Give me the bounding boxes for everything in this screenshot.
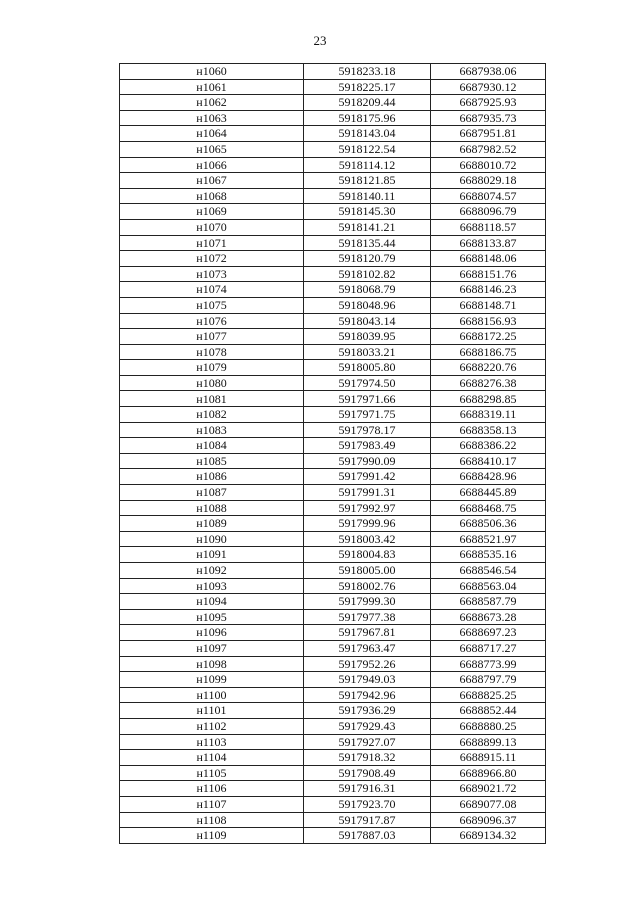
- table-row: [120, 687, 546, 703]
- point-id-cell: н1108: [120, 812, 304, 828]
- y-coordinate-cell: 6688029.18: [431, 173, 546, 189]
- table-row: [120, 173, 546, 189]
- point-id-cell: н1099: [120, 672, 304, 688]
- y-coordinate-cell: 6688151.76: [431, 266, 546, 282]
- y-coordinate-cell: 6688521.97: [431, 531, 546, 547]
- x-coordinate-cell: 5917936.29: [304, 703, 431, 719]
- point-id-cell: н1071: [120, 235, 304, 251]
- x-coordinate-cell: 5918002.76: [304, 578, 431, 594]
- table-row: [120, 563, 546, 579]
- y-coordinate-cell: 6688074.57: [431, 188, 546, 204]
- y-coordinate-cell: 6688673.28: [431, 609, 546, 625]
- y-coordinate-cell: 6688506.36: [431, 516, 546, 532]
- point-id-cell: н1087: [120, 485, 304, 501]
- point-id-cell: н1082: [120, 407, 304, 423]
- point-id-cell: н1077: [120, 329, 304, 345]
- y-coordinate-cell: 6687982.52: [431, 141, 546, 157]
- table-row: [120, 266, 546, 282]
- x-coordinate-cell: 5918143.04: [304, 126, 431, 142]
- y-coordinate-cell: 6688410.17: [431, 453, 546, 469]
- point-id-cell: н1091: [120, 547, 304, 563]
- table-row: [120, 251, 546, 267]
- y-coordinate-cell: 6688697.23: [431, 625, 546, 641]
- y-coordinate-cell: 6688220.76: [431, 360, 546, 376]
- table-row: [120, 360, 546, 376]
- point-id-cell: н1088: [120, 500, 304, 516]
- point-id-cell: н1067: [120, 173, 304, 189]
- table-row: [120, 640, 546, 656]
- table-row: [120, 438, 546, 454]
- x-coordinate-cell: 5918120.79: [304, 251, 431, 267]
- y-coordinate-cell: 6688535.16: [431, 547, 546, 563]
- y-coordinate-cell: 6688546.54: [431, 563, 546, 579]
- point-id-cell: н1062: [120, 95, 304, 111]
- table-row: [120, 531, 546, 547]
- point-id-cell: н1106: [120, 781, 304, 797]
- table-row: [120, 375, 546, 391]
- y-coordinate-cell: 6688587.79: [431, 594, 546, 610]
- table-row: [120, 329, 546, 345]
- point-id-cell: н1092: [120, 563, 304, 579]
- table-row: [120, 79, 546, 95]
- point-id-cell: н1089: [120, 516, 304, 532]
- table-row: [120, 812, 546, 828]
- point-id-cell: н1107: [120, 796, 304, 812]
- x-coordinate-cell: 5917983.49: [304, 438, 431, 454]
- y-coordinate-cell: 6688172.25: [431, 329, 546, 345]
- table-row: [120, 235, 546, 251]
- x-coordinate-cell: 5918225.17: [304, 79, 431, 95]
- point-id-cell: н1105: [120, 765, 304, 781]
- point-id-cell: н1070: [120, 219, 304, 235]
- point-id-cell: н1065: [120, 141, 304, 157]
- x-coordinate-cell: 5918003.42: [304, 531, 431, 547]
- y-coordinate-cell: 6689134.32: [431, 828, 546, 844]
- x-coordinate-cell: 5918005.00: [304, 563, 431, 579]
- point-id-cell: н1104: [120, 750, 304, 766]
- x-coordinate-cell: 5917967.81: [304, 625, 431, 641]
- table-row: [120, 500, 546, 516]
- table-row: [120, 609, 546, 625]
- x-coordinate-cell: 5917942.96: [304, 687, 431, 703]
- x-coordinate-cell: 5917974.50: [304, 375, 431, 391]
- point-id-cell: н1101: [120, 703, 304, 719]
- y-coordinate-cell: 6688319.11: [431, 407, 546, 423]
- point-id-cell: н1076: [120, 313, 304, 329]
- y-coordinate-cell: 6688773.99: [431, 656, 546, 672]
- x-coordinate-cell: 5917992.97: [304, 500, 431, 516]
- point-id-cell: н1069: [120, 204, 304, 220]
- x-coordinate-cell: 5917978.17: [304, 422, 431, 438]
- x-coordinate-cell: 5917963.47: [304, 640, 431, 656]
- x-coordinate-cell: 5918141.21: [304, 219, 431, 235]
- y-coordinate-cell: 6688428.96: [431, 469, 546, 485]
- y-coordinate-cell: 6688096.79: [431, 204, 546, 220]
- x-coordinate-cell: 5918004.83: [304, 547, 431, 563]
- y-coordinate-cell: 6688133.87: [431, 235, 546, 251]
- point-id-cell: н1093: [120, 578, 304, 594]
- y-coordinate-cell: 6688797.79: [431, 672, 546, 688]
- y-coordinate-cell: 6687938.06: [431, 64, 546, 80]
- point-id-cell: н1090: [120, 531, 304, 547]
- y-coordinate-cell: 6689096.37: [431, 812, 546, 828]
- x-coordinate-cell: 5917999.30: [304, 594, 431, 610]
- x-coordinate-cell: 5917971.75: [304, 407, 431, 423]
- point-id-cell: н1073: [120, 266, 304, 282]
- point-id-cell: н1060: [120, 64, 304, 80]
- x-coordinate-cell: 5918039.95: [304, 329, 431, 345]
- y-coordinate-cell: 6688915.11: [431, 750, 546, 766]
- table-row: [120, 578, 546, 594]
- point-id-cell: н1083: [120, 422, 304, 438]
- x-coordinate-cell: 5918122.54: [304, 141, 431, 157]
- y-coordinate-cell: 6688899.13: [431, 734, 546, 750]
- y-coordinate-cell: 6688146.23: [431, 282, 546, 298]
- point-id-cell: н1097: [120, 640, 304, 656]
- point-id-cell: н1064: [120, 126, 304, 142]
- point-id-cell: н1103: [120, 734, 304, 750]
- y-coordinate-cell: 6688010.72: [431, 157, 546, 173]
- x-coordinate-cell: 5917929.43: [304, 718, 431, 734]
- y-coordinate-cell: 6688880.25: [431, 718, 546, 734]
- table-row: [120, 547, 546, 563]
- point-id-cell: н1096: [120, 625, 304, 641]
- table-row: [120, 282, 546, 298]
- point-id-cell: н1068: [120, 188, 304, 204]
- table-row: [120, 422, 546, 438]
- x-coordinate-cell: 5918043.14: [304, 313, 431, 329]
- y-coordinate-cell: 6688298.85: [431, 391, 546, 407]
- x-coordinate-cell: 5918209.44: [304, 95, 431, 111]
- table-row: [120, 391, 546, 407]
- x-coordinate-cell: 5917917.87: [304, 812, 431, 828]
- y-coordinate-cell: 6688563.04: [431, 578, 546, 594]
- x-coordinate-cell: 5917977.38: [304, 609, 431, 625]
- x-coordinate-cell: 5918033.21: [304, 344, 431, 360]
- y-coordinate-cell: 6688717.27: [431, 640, 546, 656]
- point-id-cell: н1075: [120, 297, 304, 313]
- x-coordinate-cell: 5918068.79: [304, 282, 431, 298]
- point-id-cell: н1079: [120, 360, 304, 376]
- x-coordinate-cell: 5917923.70: [304, 796, 431, 812]
- point-id-cell: н1109: [120, 828, 304, 844]
- y-coordinate-cell: 6689021.72: [431, 781, 546, 797]
- y-coordinate-cell: 6688118.57: [431, 219, 546, 235]
- table-row: [120, 141, 546, 157]
- y-coordinate-cell: 6687930.12: [431, 79, 546, 95]
- table-row: [120, 765, 546, 781]
- point-id-cell: н1095: [120, 609, 304, 625]
- table-row: [120, 95, 546, 111]
- page-number: 23: [313, 33, 327, 48]
- y-coordinate-cell: 6689077.08: [431, 796, 546, 812]
- point-id-cell: н1066: [120, 157, 304, 173]
- y-coordinate-cell: 6688445.89: [431, 485, 546, 501]
- y-coordinate-cell: 6688468.75: [431, 500, 546, 516]
- table-row: [120, 407, 546, 423]
- point-id-cell: н1074: [120, 282, 304, 298]
- x-coordinate-cell: 5917990.09: [304, 453, 431, 469]
- table-row: [120, 703, 546, 719]
- y-coordinate-cell: 6687925.93: [431, 95, 546, 111]
- point-id-cell: н1084: [120, 438, 304, 454]
- x-coordinate-cell: 5918005.80: [304, 360, 431, 376]
- x-coordinate-cell: 5917887.03: [304, 828, 431, 844]
- table-row: [120, 297, 546, 313]
- x-coordinate-cell: 5917952.26: [304, 656, 431, 672]
- table-row: [120, 64, 546, 80]
- point-id-cell: н1100: [120, 687, 304, 703]
- table-row: [120, 656, 546, 672]
- point-id-cell: н1061: [120, 79, 304, 95]
- table-row: [120, 485, 546, 501]
- table-row: [120, 718, 546, 734]
- y-coordinate-cell: 6688186.75: [431, 344, 546, 360]
- y-coordinate-cell: 6688825.25: [431, 687, 546, 703]
- table-row: [120, 344, 546, 360]
- table-row: [120, 469, 546, 485]
- table-row: [120, 734, 546, 750]
- table-row: [120, 594, 546, 610]
- x-coordinate-cell: 5917999.96: [304, 516, 431, 532]
- y-coordinate-cell: 6688276.38: [431, 375, 546, 391]
- x-coordinate-cell: 5917991.31: [304, 485, 431, 501]
- table-row: [120, 219, 546, 235]
- y-coordinate-cell: 6688156.93: [431, 313, 546, 329]
- x-coordinate-cell: 5918140.11: [304, 188, 431, 204]
- x-coordinate-cell: 5917949.03: [304, 672, 431, 688]
- x-coordinate-cell: 5918175.96: [304, 110, 431, 126]
- x-coordinate-cell: 5918048.96: [304, 297, 431, 313]
- x-coordinate-cell: 5917927.07: [304, 734, 431, 750]
- y-coordinate-cell: 6688852.44: [431, 703, 546, 719]
- table-row: [120, 157, 546, 173]
- table-row: [120, 781, 546, 797]
- y-coordinate-cell: 6687951.81: [431, 126, 546, 142]
- x-coordinate-cell: 5918121.85: [304, 173, 431, 189]
- point-id-cell: н1080: [120, 375, 304, 391]
- point-id-cell: н1098: [120, 656, 304, 672]
- point-id-cell: н1072: [120, 251, 304, 267]
- table-row: [120, 110, 546, 126]
- x-coordinate-cell: 5918114.12: [304, 157, 431, 173]
- point-id-cell: н1063: [120, 110, 304, 126]
- x-coordinate-cell: 5917916.31: [304, 781, 431, 797]
- table-row: [120, 516, 546, 532]
- x-coordinate-cell: 5917918.32: [304, 750, 431, 766]
- y-coordinate-cell: 6687935.73: [431, 110, 546, 126]
- x-coordinate-cell: 5917971.66: [304, 391, 431, 407]
- y-coordinate-cell: 6688386.22: [431, 438, 546, 454]
- table-row: [120, 625, 546, 641]
- y-coordinate-cell: 6688148.06: [431, 251, 546, 267]
- point-id-cell: н1094: [120, 594, 304, 610]
- point-id-cell: н1085: [120, 453, 304, 469]
- table-row: [120, 204, 546, 220]
- table-row: [120, 453, 546, 469]
- x-coordinate-cell: 5918145.30: [304, 204, 431, 220]
- table-row: [120, 313, 546, 329]
- table-row: [120, 796, 546, 812]
- coordinates-table-body: [120, 64, 546, 844]
- y-coordinate-cell: 6688148.71: [431, 297, 546, 313]
- x-coordinate-cell: 5918102.82: [304, 266, 431, 282]
- point-id-cell: н1102: [120, 718, 304, 734]
- x-coordinate-cell: 5918135.44: [304, 235, 431, 251]
- table-row: [120, 188, 546, 204]
- table-row: [120, 750, 546, 766]
- table-row: [120, 672, 546, 688]
- x-coordinate-cell: 5917991.42: [304, 469, 431, 485]
- point-id-cell: н1081: [120, 391, 304, 407]
- table-row: [120, 828, 546, 844]
- point-id-cell: н1086: [120, 469, 304, 485]
- y-coordinate-cell: 6688358.13: [431, 422, 546, 438]
- x-coordinate-cell: 5917908.49: [304, 765, 431, 781]
- coordinates-table: [119, 63, 546, 844]
- y-coordinate-cell: 6688966.80: [431, 765, 546, 781]
- point-id-cell: н1078: [120, 344, 304, 360]
- table-row: [120, 126, 546, 142]
- x-coordinate-cell: 5918233.18: [304, 64, 431, 80]
